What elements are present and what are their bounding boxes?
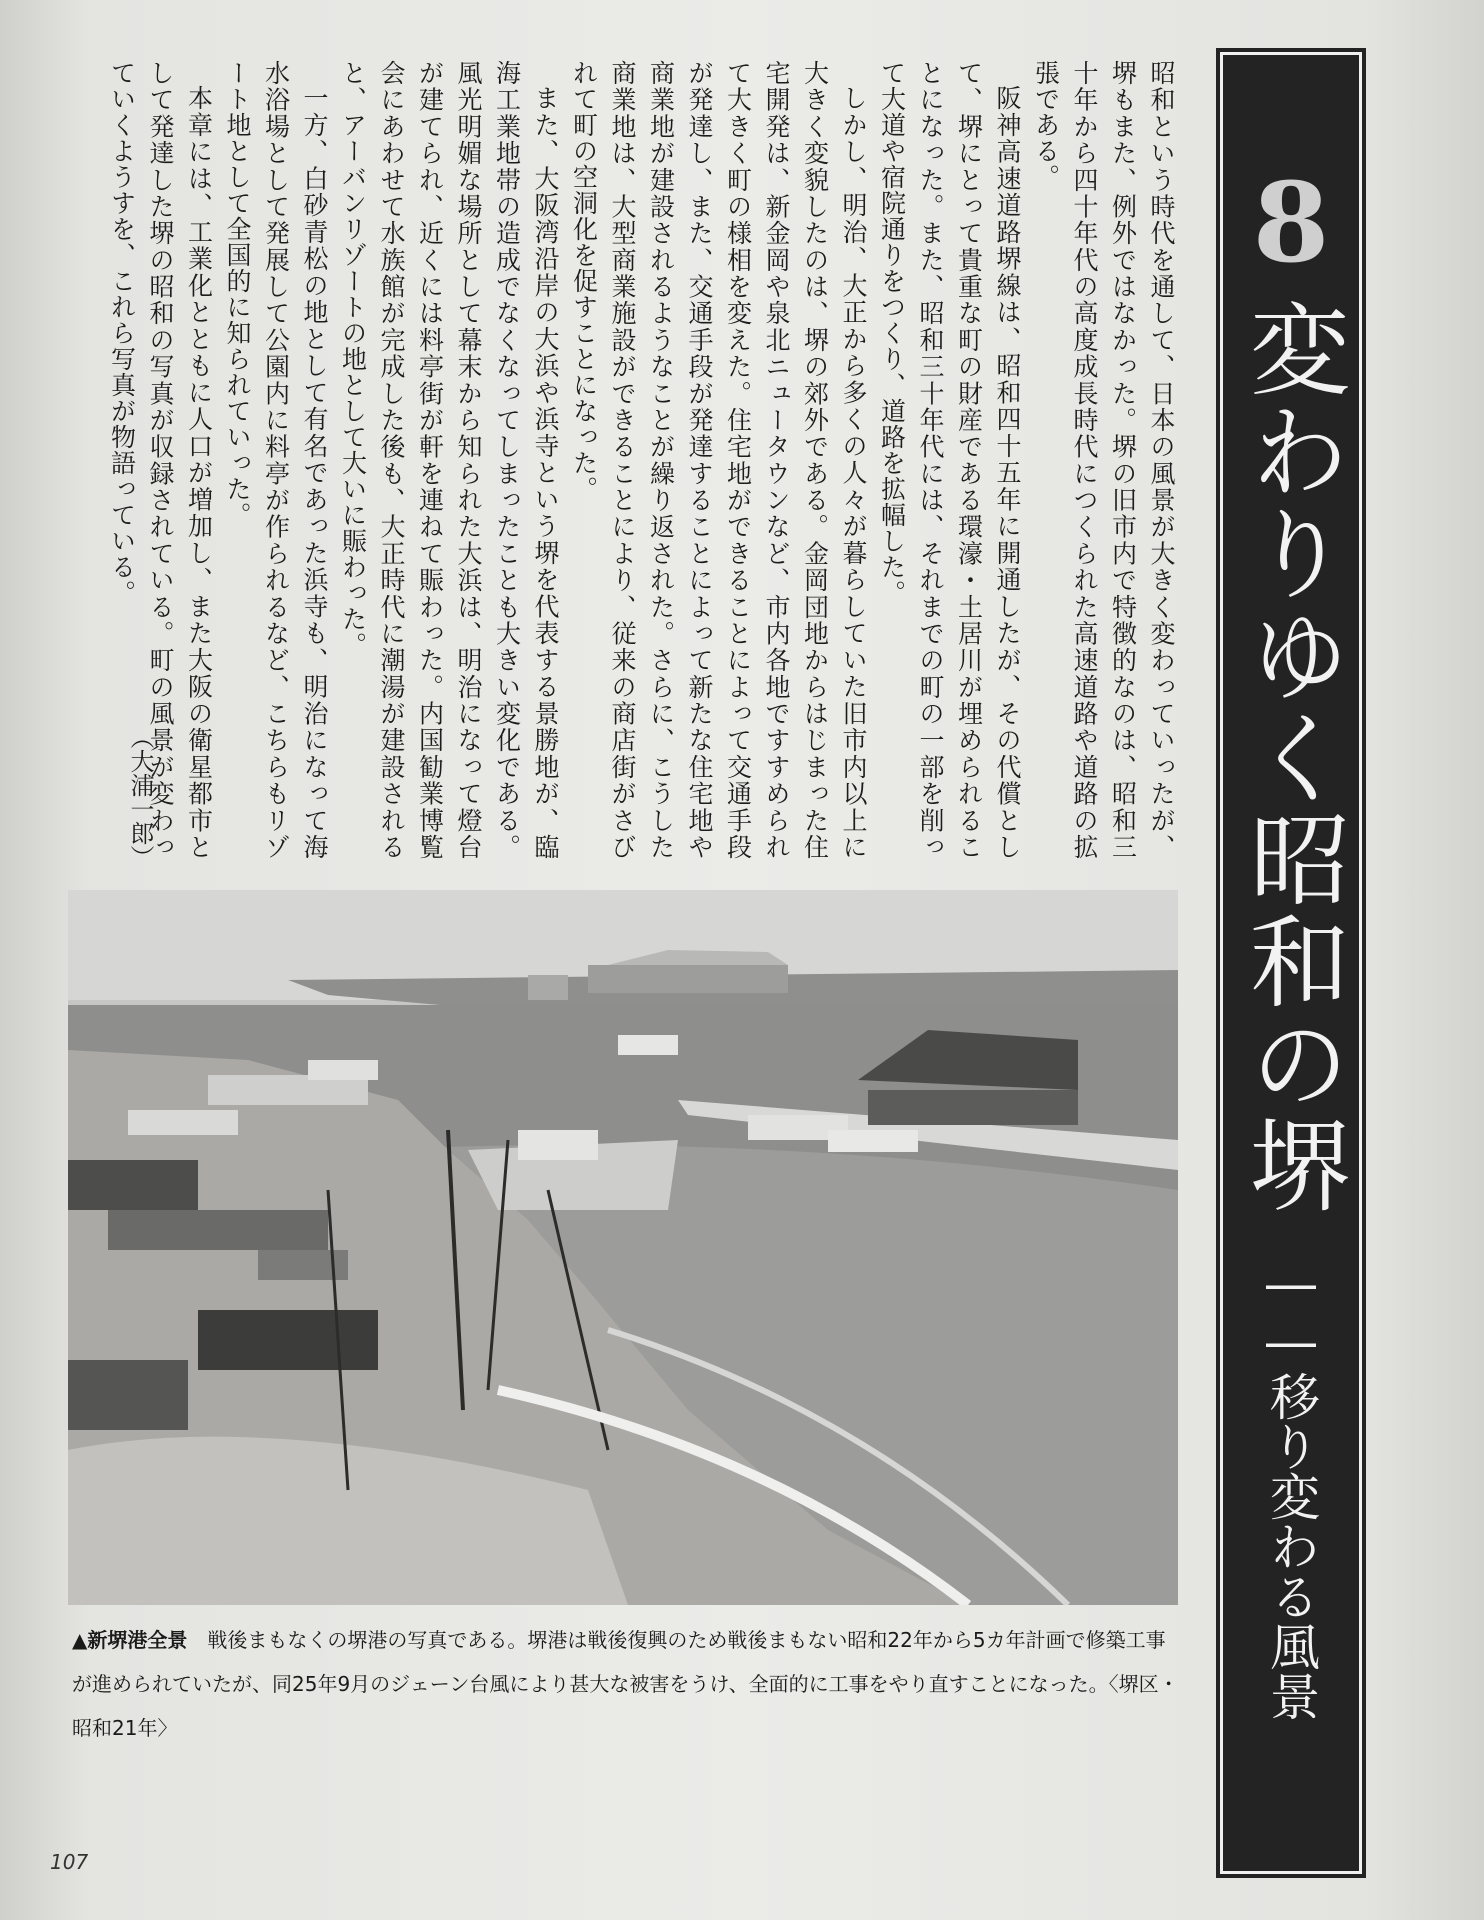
photo-caption [72, 1618, 1182, 1750]
chapter-subtitle: ――移り変わる風景 [1262, 1255, 1320, 1721]
paragraph: 昭和という時代を通して、日本の風景が大きく変わっていったが、堺もまた、例外ではなかった。堺の旧市内で特徴的なのは、昭和三十年から四十年代の高度成長時代につくられた高速道路や道路の拡張である。 [1031, 60, 1176, 860]
harbor-photo [68, 890, 1178, 1605]
paragraph: また、大阪湾沿岸の大浜や浜寺という堺を代表する景勝地が、臨海工業地帯の造成でなくなってしまったことも大きい変化である。風光明媚な場所として幕末から知られた大浜は、明治になって燈台が建てられ、近くには料亭街が軒を連ねて賑わった。内国勧業博覧会にあわせて水族館が完成した後も、大正時代に潮湯が建設されると、アーバンリゾートの地として大いに賑わった。 [338, 60, 560, 860]
chapter-number: 8 [1252, 158, 1330, 287]
paragraph: 阪神高速道路堺線は、昭和四十五年に開通したが、その代償として、堺にとって貴重な町の財産である環濠・土居川が埋められることになった。また、昭和三十年代には、それまでの町の一部を削って大道や宿院通りをつくり、道路を拡幅した。 [877, 60, 1022, 860]
chapter-title: 変わりゆく昭和の堺 [1233, 298, 1350, 1216]
harbor-photo-illustration [68, 890, 1178, 1605]
paragraph: 一方、白砂青松の地として有名であった浜寺も、明治になって海水浴場として発展して公園内に料亭が作られるなど、こちらもリゾート地として全国的に知られていった。 [223, 60, 329, 860]
page-number: 107 [50, 1850, 89, 1874]
paragraph: しかし、明治、大正から多くの人々が暮らしていた旧市内以上に大きく変貌したのは、堺の郊外である。金岡団地からはじまった住宅開発は、新金岡や泉北ニュータウンなど、市内各地ですすめられて大きく町の様相を変えた。住宅地ができることによって交通手段が発達し、また、交通手段が発達することによって新たな住宅地や商業地が建設されるようなことが繰り返された。さらに、こうした商業地は、大型商業施設ができることにより、従来の商店街がさびれて町の空洞化を促すことになった。 [569, 60, 868, 860]
paragraph: 本章には、工業化とともに人口が増加し、また大阪の衛星都市として発達した堺の昭和の写真が収録されている。町の風景が変わっていくようすを、これら写真が物語っている。 [107, 60, 214, 860]
caption-text: 戦後まもなくの堺港の写真である。堺港は戦後復興のため戦後まもない昭和22年から5カ年計画で修築工事が進められていたが、同25年9月のジェーン台風により甚大な被害をうけ、全面的に工事をやり直すことになった。〈堺区・昭和21年〉 [72, 1628, 1179, 1740]
caption-label: ▲新堺港全景 [72, 1628, 188, 1652]
author-credit: （大浦一郎） [126, 725, 154, 869]
